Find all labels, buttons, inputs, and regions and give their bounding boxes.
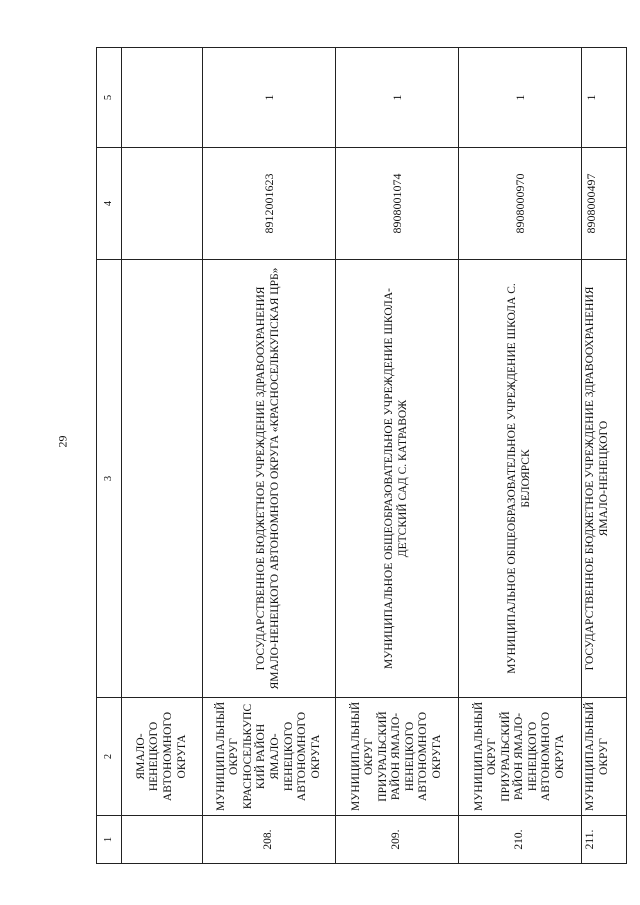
count-cell [122,48,203,148]
organization-cell: МУНИЦИПАЛЬНОЕ ОБЩЕОБРАЗОВАТЕЛЬНОЕ УЧРЕЖДЕНИЕ ШКОЛА-ДЕТСКИЙ САД С. КАТРАВОЖ [336,260,459,698]
page-number: 29 [55,435,70,448]
row-number: 209. [336,816,459,864]
table-row [203,48,336,864]
inn-cell: 8908001074 [336,148,459,260]
inn-cell [122,148,203,260]
territory-cell: ЯМАЛО-НЕНЕЦКОГО АВТОНОМНОГО ОКРУГА [122,698,203,816]
header-row [97,48,122,864]
header-col-5: 5 [97,48,122,148]
row-number: 211. [582,816,627,864]
territory-cell: МУНИЦИПАЛЬНЫЙ ОКРУГ [582,698,627,816]
organization-cell: МУНИЦИПАЛЬНОЕ ОБЩЕОБРАЗОВАТЕЛЬНОЕ УЧРЕЖДЕНИЕ ШКОЛА С. БЕЛОЯРСК [459,260,582,698]
inn-cell: 8908000970 [459,148,582,260]
header-col-1: 1 [97,816,122,864]
count-cell: 1 [336,48,459,148]
table-row [122,48,203,864]
row-number: 210. [459,816,582,864]
organization-cell [122,260,203,698]
organization-cell: ГОСУДАРСТВЕННОЕ БЮДЖЕТНОЕ УЧРЕЖДЕНИЕ ЗДРАВООХРАНЕНИЯ ЯМАЛО-НЕНЕЦКОГО [582,260,627,698]
territory-cell: МУНИЦИПАЛЬНЫЙ ОКРУГ ПРИУРАЛЬСКИЙ РАЙОН ЯМАЛО-НЕНЕЦКОГО АВТОНОМНОГО ОКРУГА [336,698,459,816]
table-row [336,48,459,864]
count-cell: 1 [582,48,627,148]
organizations-table [96,47,627,864]
rotated-table-sheet [96,48,610,864]
organization-cell: ГОСУДАРСТВЕННОЕ БЮДЖЕТНОЕ УЧРЕЖДЕНИЕ ЗДРАВООХРАНЕНИЯ ЯМАЛО-НЕНЕЦКОГО АВТОНОМНОГО ОКРУГА «КРАСНОСЕЛЬКУПСКАЯ ЦРБ» [203,260,336,698]
count-cell: 1 [459,48,582,148]
inn-cell: 8912001623 [203,148,336,260]
inn-cell: 8908000497 [582,148,627,260]
row-number: 208. [203,816,336,864]
header-col-4: 4 [97,148,122,260]
territory-cell: МУНИЦИПАЛЬНЫЙ ОКРУГ ПРИУРАЛЬСКИЙ РАЙОН ЯМАЛО-НЕНЕЦКОГО АВТОНОМНОГО ОКРУГА [459,698,582,816]
count-cell: 1 [203,48,336,148]
table-row [459,48,582,864]
territory-cell: МУНИЦИПАЛЬНЫЙ ОКРУГ КРАСНОСЕЛЬКУПС КИЙ РАЙОН ЯМАЛО-НЕНЕЦКОГО АВТОНОМНОГО ОКРУГА [203,698,336,816]
row-number [122,816,203,864]
header-col-2: 2 [97,698,122,816]
header-col-3: 3 [97,260,122,698]
table-row [582,48,627,864]
